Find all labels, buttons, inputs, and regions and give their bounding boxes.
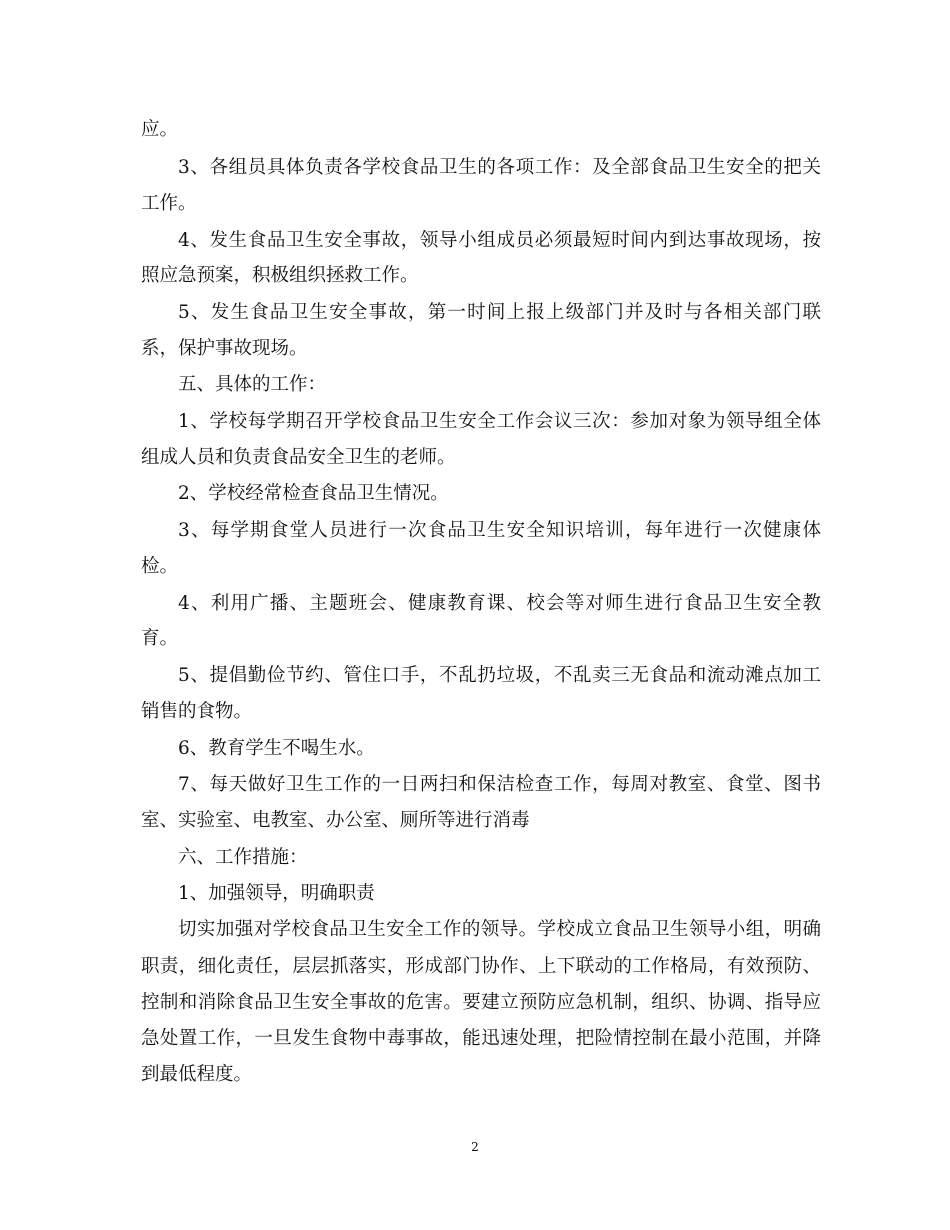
text-line: 4、利用广播、主题班会、健康教育课、校会等对师生进行食品卫生安全教	[178, 593, 821, 614]
text-line: 切实加强对学校食品卫生安全工作的领导。学校成立食品卫生领导小组，明确	[178, 919, 821, 940]
text-line: 1、学校每学期召开学校食品卫生安全工作会议三次：参加对象为领导组全体	[178, 411, 821, 432]
text-line: 应。	[141, 119, 179, 140]
text-line: 照应急预案，积极组织拯救工作。	[141, 265, 419, 286]
text-line: 4、发生食品卫生安全事故，领导小组成员必须最短时间内到达事故现场，按	[178, 230, 821, 251]
text-line: 室、实验室、电教室、办公室、厕所等进行消毒	[141, 810, 530, 831]
section-heading: 六、工作措施：	[178, 847, 308, 868]
text-line: 3、各组员具体负责各学校食品卫生的各项工作：及全部食品卫生安全的把关	[178, 157, 821, 178]
text-line: 3、每学期食堂人员进行一次食品卫生安全知识培训，每年进行一次健康体	[178, 520, 821, 541]
text-line: 组成人员和负责食品安全卫生的老师。	[141, 447, 456, 468]
text-line: 6、教育学生不喝生水。	[178, 738, 375, 759]
text-line: 控制和消除食品卫生安全事故的危害。要建立预防应急机制，组织、协调、指导应	[141, 992, 821, 1013]
subsection-heading: 1、加强领导，明确职责	[178, 883, 375, 904]
text-line: 工作。	[141, 193, 197, 214]
text-line: 职责，细化责任，层层抓落实，形成部门协作、上下联动的工作格局，有效预防、	[141, 956, 821, 977]
page-number: 2	[471, 1140, 479, 1154]
text-line: 育。	[141, 628, 179, 649]
text-line: 7、每天做好卫生工作的一日两扫和保洁检查工作，每周对教室、食堂、图书	[178, 774, 821, 795]
section-heading: 五、具体的工作：	[178, 374, 327, 395]
text-line: 销售的食物。	[141, 701, 253, 722]
text-line: 5、提倡勤俭节约、管住口手，不乱扔垃圾，不乱卖三无食品和流动滩点加工	[178, 665, 821, 686]
text-line: 检。	[141, 556, 179, 577]
text-line: 系，保护事故现场。	[141, 338, 308, 359]
text-line: 到最低程度。	[141, 1064, 253, 1085]
text-line: 5、发生食品卫生安全事故，第一时间上报上级部门并及时与各相关部门联	[178, 302, 821, 323]
text-line: 2、学校经常检查食品卫生情况。	[178, 483, 449, 504]
text-line: 急处置工作，一旦发生食物中毒事故，能迅速处理，把险情控制在最小范围，并降	[141, 1028, 821, 1049]
